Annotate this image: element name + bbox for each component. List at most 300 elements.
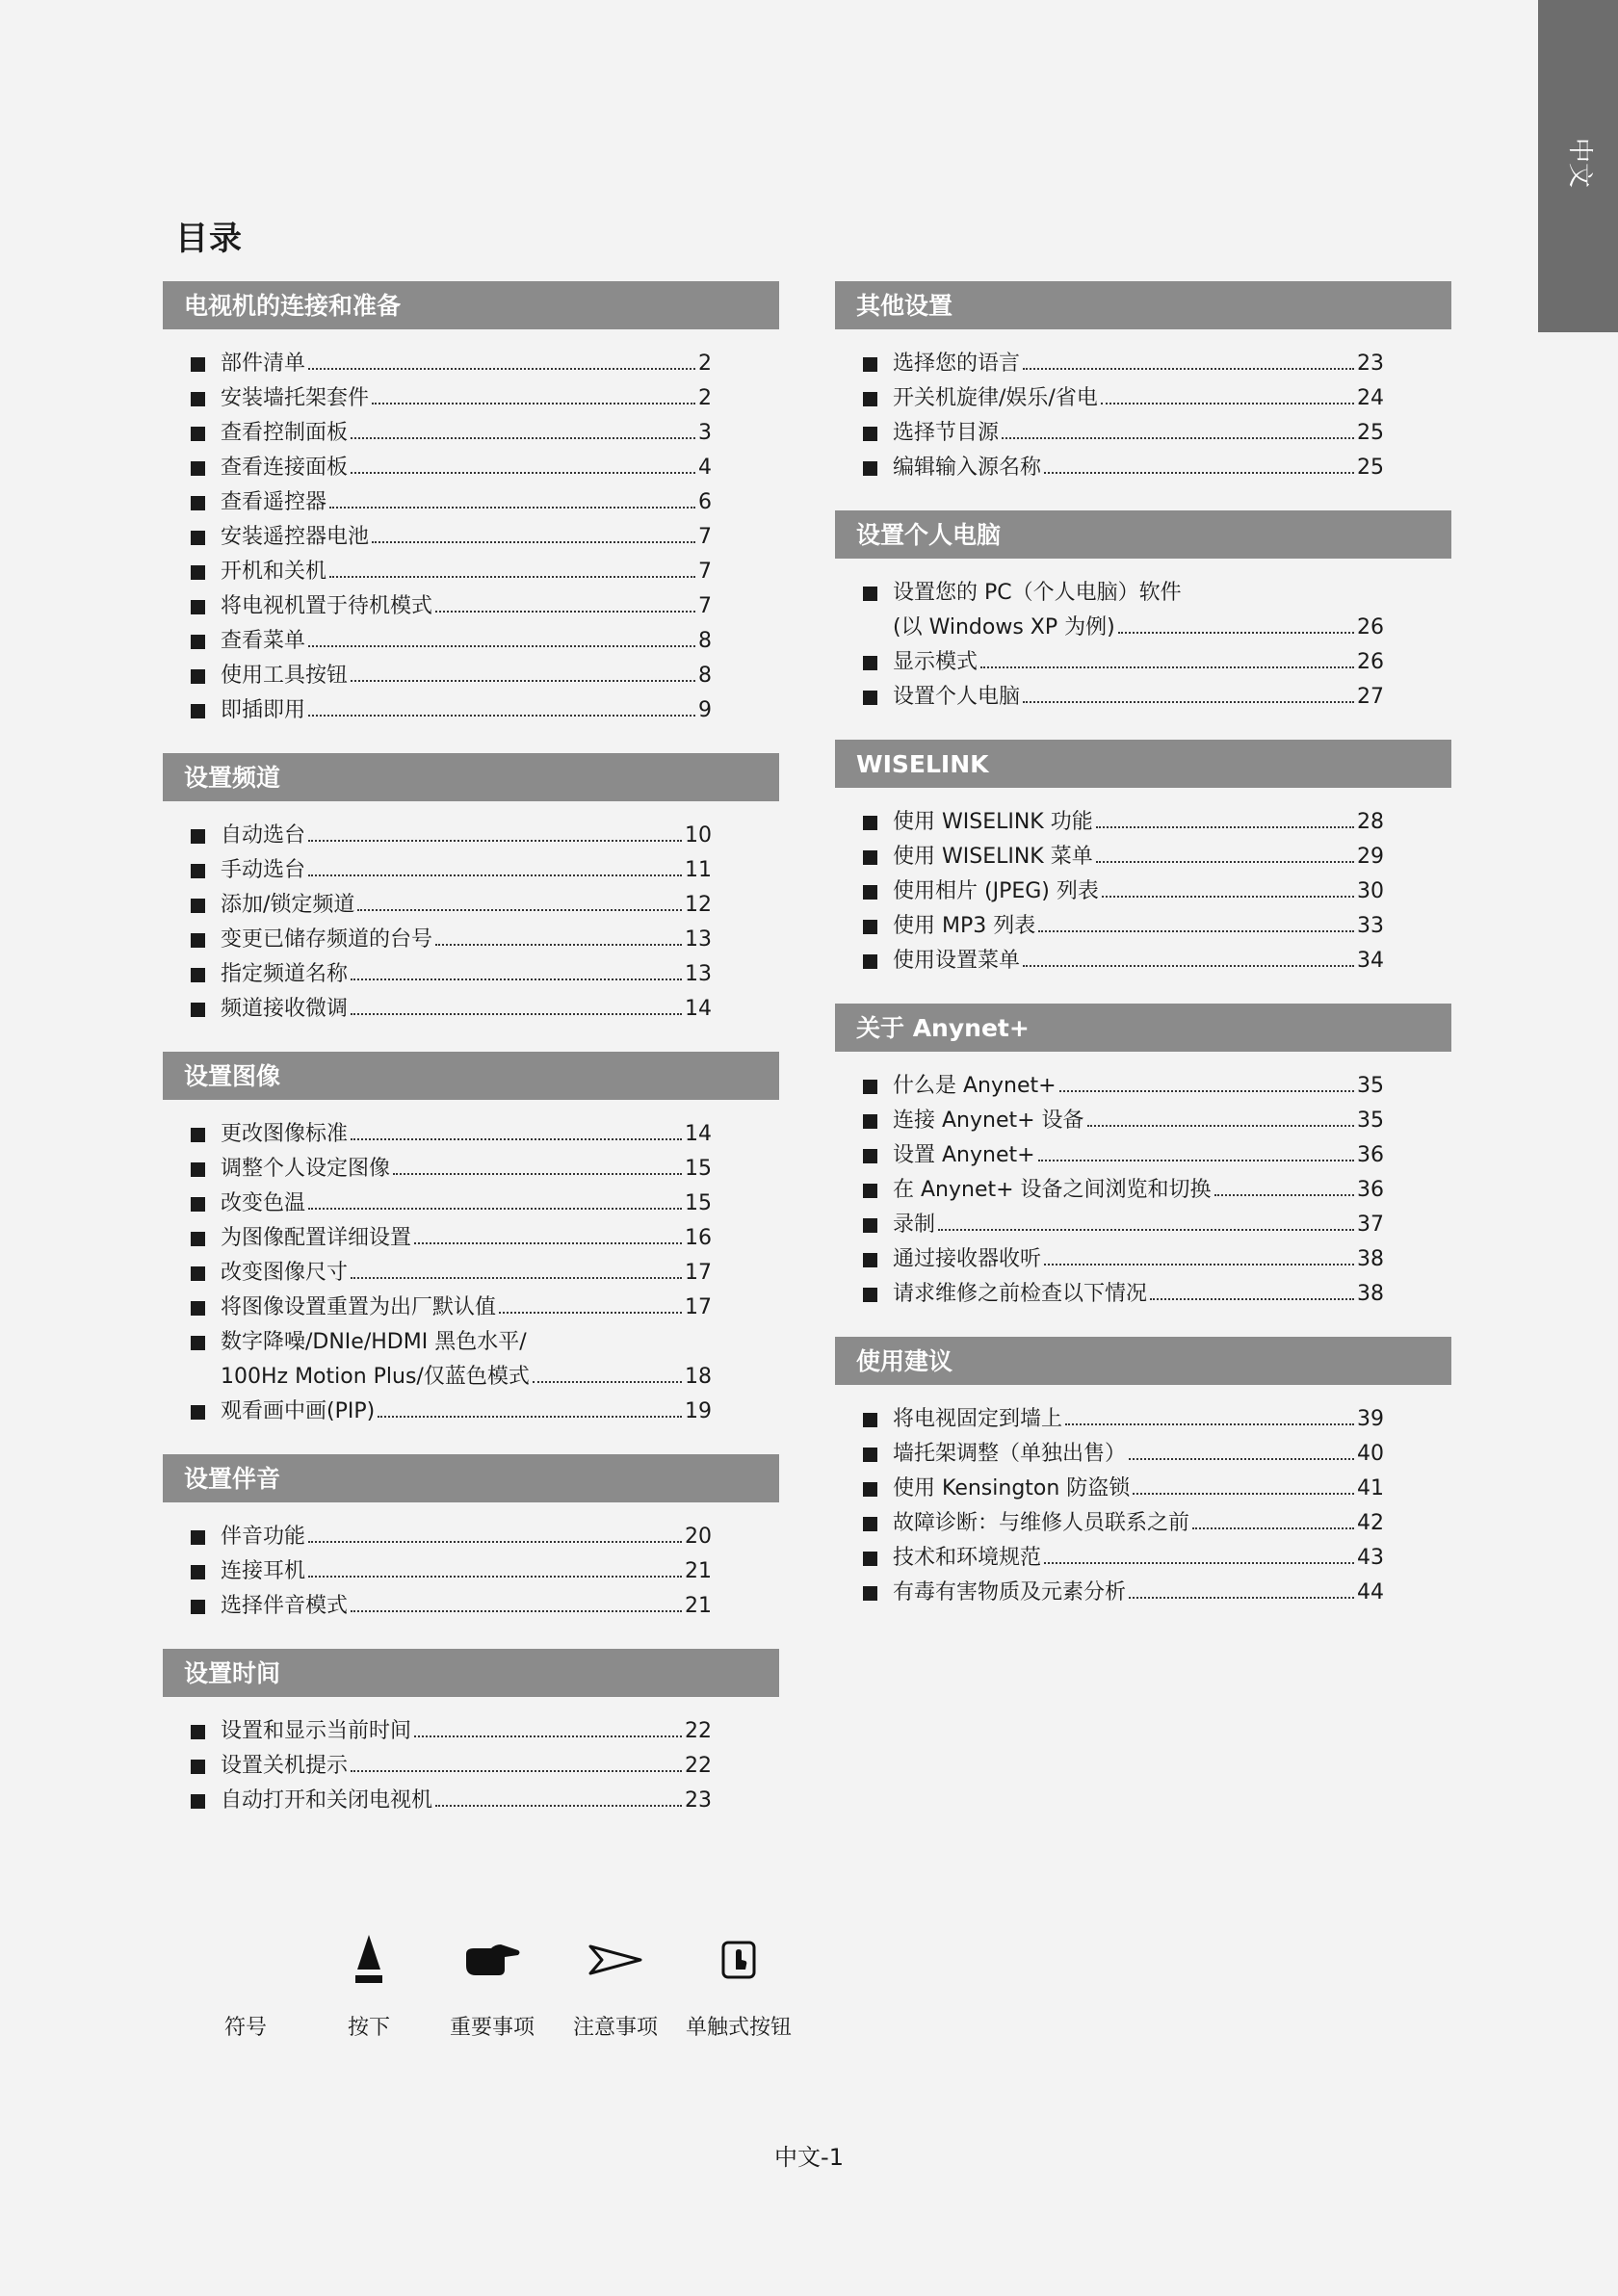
- symbol-label: 注意事项: [572, 2016, 658, 2040]
- toc-entry-label: 添加/锁定频道: [221, 893, 355, 917]
- toc-entry[interactable]: [221, 1749, 712, 1784]
- toc-entry[interactable]: [893, 1277, 1384, 1312]
- toc-right-column: [835, 281, 1451, 1635]
- square-bullet-icon: [863, 1184, 877, 1198]
- toc-entry[interactable]: [221, 659, 712, 693]
- toc-entry[interactable]: [221, 1395, 712, 1429]
- square-bullet-icon: [863, 656, 877, 670]
- dot-leader: [414, 1242, 682, 1244]
- toc-entry-page: 29: [1357, 845, 1384, 869]
- square-bullet-icon: [191, 1128, 205, 1142]
- toc-entry[interactable]: [893, 874, 1384, 909]
- toc-entry-label: 自动打开和关闭电视机: [221, 1788, 433, 1813]
- toc-entry-label: 选择伴音模式: [221, 1594, 349, 1618]
- toc-entry[interactable]: [221, 819, 712, 853]
- toc-entry[interactable]: [893, 840, 1384, 874]
- toc-entry-label: 设置您的 PC（个人电脑）软件: [893, 581, 1182, 605]
- toc-entry[interactable]: [221, 416, 712, 451]
- square-bullet-icon: [191, 704, 205, 718]
- toc-entry-page: 25: [1357, 421, 1384, 445]
- toc-entry-page: 18: [685, 1365, 712, 1389]
- toc-entry-page: 41: [1357, 1476, 1384, 1500]
- toc-entry-label: 设置关机提示: [221, 1754, 349, 1778]
- toc-entry[interactable]: [221, 1520, 712, 1554]
- toc-entry-page: 15: [685, 1191, 712, 1215]
- toc-entry[interactable]: [893, 1173, 1384, 1208]
- toc-entry[interactable]: [221, 888, 712, 923]
- toc-entry[interactable]: [221, 1325, 712, 1395]
- toc-entry-page: 17: [685, 1295, 712, 1319]
- toc-entry-page: 28: [1357, 810, 1384, 834]
- toc-entry[interactable]: [221, 555, 712, 589]
- dot-leader: [1087, 1125, 1354, 1127]
- dot-leader: [499, 1312, 682, 1314]
- toc-entry[interactable]: [893, 1208, 1384, 1242]
- dot-leader: [308, 874, 682, 876]
- dot-leader: [1096, 826, 1354, 828]
- toc-entry-label: 通过接收器收听: [893, 1247, 1042, 1271]
- square-bullet-icon: [863, 1114, 877, 1129]
- toc-entry-label: 设置个人电脑: [893, 685, 1021, 709]
- dot-leader: [372, 541, 695, 543]
- square-bullet-icon: [191, 1600, 205, 1614]
- symbol-legend: [183, 1926, 819, 2051]
- square-bullet-icon: [863, 850, 877, 865]
- toc-item-list: [835, 1052, 1451, 1312]
- toc-entry-label: 使用 WISELINK 菜单: [893, 845, 1093, 869]
- toc-entry[interactable]: [893, 416, 1384, 451]
- toc-entry-label: 变更已储存频道的台号: [221, 927, 433, 952]
- toc-entry[interactable]: [893, 347, 1384, 381]
- symbol-press: [306, 1926, 431, 2041]
- toc-entry[interactable]: [221, 992, 712, 1027]
- toc-entry[interactable]: [221, 451, 712, 485]
- toc-entry-page: 11: [685, 858, 712, 882]
- toc-entry-label: 安装遥控器电池: [221, 525, 370, 549]
- toc-entry-page: 6: [698, 490, 712, 514]
- toc-section: [163, 1052, 779, 1454]
- toc-entry-page: 35: [1357, 1109, 1384, 1133]
- toc-entry-page: 8: [698, 664, 712, 688]
- section-header: 设置个人电脑: [835, 510, 1451, 559]
- toc-entry[interactable]: [221, 520, 712, 555]
- toc-entry[interactable]: [221, 1256, 712, 1291]
- toc-entry-page: 22: [685, 1754, 712, 1778]
- toc-entry-page: 38: [1357, 1282, 1384, 1306]
- toc-entry-label: 设置 Anynet+: [893, 1143, 1035, 1167]
- square-bullet-icon: [863, 1482, 877, 1497]
- toc-entry[interactable]: [893, 1069, 1384, 1104]
- dot-leader: [308, 1541, 682, 1543]
- dot-leader: [351, 1013, 682, 1015]
- toc-entry-page: 26: [1357, 650, 1384, 674]
- dot-leader: [308, 1576, 682, 1578]
- symbol-important: [430, 1926, 555, 2041]
- dot-leader: [1101, 403, 1354, 404]
- toc-entry[interactable]: [221, 1117, 712, 1152]
- square-bullet-icon: [191, 1336, 205, 1350]
- toc-entry-label: 查看遥控器: [221, 490, 327, 514]
- dot-leader: [351, 472, 695, 474]
- toc-entry-page: 3: [698, 421, 712, 445]
- toc-entry-label: 使用设置菜单: [893, 949, 1021, 973]
- dot-leader: [1192, 1527, 1354, 1529]
- toc-entry[interactable]: [221, 1152, 712, 1187]
- dot-leader: [1002, 437, 1354, 439]
- toc-entry[interactable]: [221, 1589, 712, 1624]
- toc-item-list: [163, 1100, 779, 1429]
- toc-item-list: [835, 329, 1451, 485]
- press-arrow-icon: [306, 1926, 431, 1994]
- toc-entry-label: 频道接收微调: [221, 997, 349, 1021]
- square-bullet-icon: [191, 933, 205, 948]
- square-bullet-icon: [863, 816, 877, 830]
- symbol-legend-title: [183, 1926, 308, 2041]
- toc-entry[interactable]: [221, 1291, 712, 1325]
- toc-entry-page: 30: [1357, 879, 1384, 903]
- toc-entry-label: 手动选台: [221, 858, 306, 882]
- toc-entry-page: 14: [685, 997, 712, 1021]
- page-number: 中文-1: [774, 2144, 844, 2171]
- toc-entry-page: 23: [685, 1788, 712, 1813]
- toc-entry-label: 使用相片 (JPEG) 列表: [893, 879, 1099, 903]
- toc-section: [835, 281, 1451, 510]
- square-bullet-icon: [863, 885, 877, 900]
- toc-entry-label: 指定频道名称: [221, 962, 349, 986]
- square-bullet-icon: [863, 691, 877, 705]
- square-bullet-icon: [191, 829, 205, 844]
- square-bullet-icon: [191, 496, 205, 510]
- toc-entry-page: 13: [685, 927, 712, 952]
- toc-entry[interactable]: [893, 909, 1384, 944]
- toc-entry[interactable]: [893, 451, 1384, 485]
- toc-entry-label: 选择节目源: [893, 421, 1000, 445]
- toc-entry[interactable]: [893, 805, 1384, 840]
- toc-entry-label: 部件清单: [221, 352, 306, 376]
- dot-leader: [1038, 1160, 1354, 1161]
- toc-entry-page: 25: [1357, 456, 1384, 480]
- square-bullet-icon: [863, 461, 877, 476]
- dot-leader: [1023, 965, 1354, 967]
- dot-leader: [1023, 368, 1354, 370]
- section-header: 电视机的连接和准备: [163, 281, 779, 329]
- toc-entry[interactable]: [221, 1714, 712, 1749]
- symbol-label: 按下: [347, 2016, 390, 2040]
- toc-entry-page: 36: [1357, 1143, 1384, 1167]
- toc-entry-page: 23: [1357, 352, 1384, 376]
- square-bullet-icon: [863, 954, 877, 969]
- toc-item-list: [163, 801, 779, 1027]
- dot-leader: [308, 840, 682, 842]
- toc-entry[interactable]: [221, 923, 712, 957]
- square-bullet-icon: [191, 392, 205, 406]
- toc-entry[interactable]: [893, 1138, 1384, 1173]
- toc-entry-label: 开机和关机: [221, 560, 327, 584]
- square-bullet-icon: [863, 1413, 877, 1427]
- square-bullet-icon: [191, 1266, 205, 1281]
- page-title: 目录: [175, 220, 243, 258]
- toc-entry-page: 26: [1357, 615, 1384, 639]
- toc-entry-label: 在 Anynet+ 设备之间浏览和切换: [893, 1178, 1212, 1202]
- section-header: 关于 Anynet+: [835, 1004, 1451, 1052]
- dot-leader: [308, 645, 695, 647]
- toc-entry-label: 查看连接面板: [221, 456, 349, 480]
- symbol-label: 符号: [223, 2016, 267, 2040]
- dot-leader: [1133, 1493, 1354, 1495]
- toc-entry-page: 19: [685, 1399, 712, 1423]
- toc-entry-page: 38: [1357, 1247, 1384, 1271]
- note-arrow-icon: [553, 1926, 678, 1994]
- toc-entry-label: 连接耳机: [221, 1559, 306, 1583]
- toc-entry-page: 14: [685, 1122, 712, 1146]
- dot-leader: [329, 576, 695, 578]
- toc-entry[interactable]: [893, 680, 1384, 715]
- symbol-label: 重要事项: [449, 2016, 535, 2040]
- toc-entry[interactable]: [893, 645, 1384, 680]
- toc-entry[interactable]: [221, 347, 712, 381]
- square-bullet-icon: [863, 920, 877, 934]
- square-bullet-icon: [191, 427, 205, 441]
- toc-section: [835, 740, 1451, 1004]
- toc-section: [163, 1649, 779, 1843]
- dot-leader: [357, 909, 682, 911]
- toc-entry-label: 安装墙托架套件: [221, 386, 370, 410]
- square-bullet-icon: [191, 968, 205, 982]
- square-bullet-icon: [863, 427, 877, 441]
- toc-entry-page: 17: [685, 1261, 712, 1285]
- toc-entry[interactable]: [893, 1104, 1384, 1138]
- dot-leader: [393, 1173, 682, 1175]
- square-bullet-icon: [191, 864, 205, 878]
- toc-entry-page: 12: [685, 893, 712, 917]
- toc-entry-page: 40: [1357, 1442, 1384, 1466]
- section-header: 其他设置: [835, 281, 1451, 329]
- symbol-one-touch: [676, 1926, 801, 2041]
- toc-entry[interactable]: [221, 1187, 712, 1221]
- toc-entry-page: 35: [1357, 1074, 1384, 1098]
- dot-leader: [1059, 1090, 1354, 1092]
- toc-entry-page: 44: [1357, 1580, 1384, 1605]
- toc-entry[interactable]: [893, 1472, 1384, 1506]
- square-bullet-icon: [191, 899, 205, 913]
- toc-entry-label: 请求维修之前检查以下情况: [893, 1282, 1148, 1306]
- toc-entry[interactable]: [893, 576, 1384, 645]
- toc-item-list: [163, 1697, 779, 1818]
- square-bullet-icon: [191, 600, 205, 614]
- toc-entry-label: 观看画中画(PIP): [221, 1399, 376, 1423]
- toc-entry-label: 开关机旋律/娱乐/省电: [893, 386, 1098, 410]
- toc-entry-page: 34: [1357, 949, 1384, 973]
- square-bullet-icon: [191, 565, 205, 580]
- dot-leader: [1150, 1298, 1354, 1300]
- dot-leader: [1118, 632, 1354, 634]
- symbol-label: 单触式按钮: [685, 2016, 792, 2040]
- dot-leader: [329, 507, 695, 509]
- toc-entry-label-continued: 100Hz Motion Plus/仅蓝色模式: [221, 1365, 530, 1389]
- toc-entry-label: 使用 WISELINK 功能: [893, 810, 1093, 834]
- toc-entry-label: 改变色温: [221, 1191, 306, 1215]
- dot-leader: [308, 1208, 682, 1210]
- toc-entry-label: 自动选台: [221, 823, 306, 848]
- dot-leader: [351, 978, 682, 980]
- dot-leader: [308, 715, 695, 717]
- toc-entry-label: 为图像配置详细设置: [221, 1226, 412, 1250]
- toc-entry-page: 36: [1357, 1178, 1384, 1202]
- toc-entry-label: 选择您的语言: [893, 352, 1021, 376]
- toc-entry[interactable]: [893, 1506, 1384, 1541]
- toc-entry-label: 伴音功能: [221, 1525, 306, 1549]
- toc-entry[interactable]: [221, 1784, 712, 1818]
- toc-entry-page: 33: [1357, 914, 1384, 938]
- section-header: 设置时间: [163, 1649, 779, 1697]
- toc-section: [835, 1337, 1451, 1635]
- dot-leader: [351, 1610, 682, 1612]
- square-bullet-icon: [191, 531, 205, 545]
- toc-entry-page: 2: [698, 352, 712, 376]
- square-bullet-icon: [191, 669, 205, 684]
- dot-leader: [308, 368, 695, 370]
- square-bullet-icon: [191, 1003, 205, 1017]
- toc-entry-label: 故障诊断：与维修人员联系之前: [893, 1511, 1190, 1535]
- dot-leader: [1044, 1562, 1354, 1564]
- toc-entry-page: 4: [698, 456, 712, 480]
- square-bullet-icon: [863, 1288, 877, 1302]
- square-bullet-icon: [191, 1760, 205, 1774]
- toc-entry[interactable]: [221, 1554, 712, 1589]
- dot-leader: [351, 1770, 682, 1772]
- toc-entry-label: 有毒有害物质及元素分析: [893, 1580, 1127, 1605]
- toc-left-column: [163, 281, 779, 1843]
- toc-entry[interactable]: [893, 1437, 1384, 1472]
- square-bullet-icon: [863, 1552, 877, 1566]
- toc-entry-label: 查看菜单: [221, 629, 306, 653]
- square-bullet-icon: [863, 1517, 877, 1531]
- toc-entry-page: 24: [1357, 386, 1384, 410]
- toc-entry[interactable]: [893, 1541, 1384, 1576]
- toc-entry-label: 显示模式: [893, 650, 979, 674]
- section-header: 设置图像: [163, 1052, 779, 1100]
- toc-entry[interactable]: [893, 944, 1384, 978]
- toc-entry-page: 7: [698, 525, 712, 549]
- toc-section: [163, 753, 779, 1052]
- toc-entry-label: 编辑输入源名称: [893, 456, 1042, 480]
- toc-entry-page: 7: [698, 594, 712, 618]
- square-bullet-icon: [191, 1725, 205, 1739]
- square-bullet-icon: [863, 1586, 877, 1601]
- square-bullet-icon: [191, 1197, 205, 1212]
- toc-entry-page: 20: [685, 1525, 712, 1549]
- square-bullet-icon: [191, 1565, 205, 1579]
- toc-entry-label: 将电视固定到墙上: [893, 1407, 1063, 1431]
- toc-entry[interactable]: [221, 1221, 712, 1256]
- toc-section: [163, 1454, 779, 1649]
- dot-leader: [938, 1229, 1354, 1231]
- toc-entry-label: 更改图像标准: [221, 1122, 349, 1146]
- dot-leader: [1044, 472, 1354, 474]
- square-bullet-icon: [863, 587, 877, 601]
- dot-leader: [1096, 861, 1354, 863]
- dot-leader: [1102, 896, 1354, 898]
- toc-entry-label: 调整个人设定图像: [221, 1157, 391, 1181]
- toc-entry-label: 改变图像尺寸: [221, 1261, 349, 1285]
- toc-entry[interactable]: [893, 1242, 1384, 1277]
- toc-entry[interactable]: [221, 381, 712, 416]
- toc-entry[interactable]: [893, 1576, 1384, 1610]
- square-bullet-icon: [191, 1301, 205, 1316]
- toc-entry-page: 43: [1357, 1546, 1384, 1570]
- section-header: WISELINK: [835, 740, 1451, 788]
- toc-entry-page: 42: [1357, 1511, 1384, 1535]
- toc-entry-label: 即插即用: [221, 698, 306, 722]
- toc-entry[interactable]: [221, 624, 712, 659]
- toc-item-list: [163, 1502, 779, 1624]
- dot-leader: [351, 1277, 682, 1279]
- toc-section: [835, 1004, 1451, 1337]
- toc-entry-label: 连接 Anynet+ 设备: [893, 1109, 1084, 1133]
- dot-leader: [1214, 1194, 1354, 1196]
- square-bullet-icon: [863, 1149, 877, 1163]
- toc-entry-page: 21: [685, 1559, 712, 1583]
- toc-entry[interactable]: [221, 693, 712, 728]
- toc-entry-label: 使用 Kensington 防盗锁: [893, 1476, 1131, 1500]
- dot-leader: [1044, 1264, 1354, 1265]
- square-bullet-icon: [863, 357, 877, 372]
- toc-entry[interactable]: [893, 1402, 1384, 1437]
- toc-entry[interactable]: [221, 957, 712, 992]
- toc-item-list: [835, 559, 1451, 715]
- dot-leader: [435, 1805, 682, 1807]
- toc-entry-page: 27: [1357, 685, 1384, 709]
- toc-entry-page: 13: [685, 962, 712, 986]
- square-bullet-icon: [191, 1232, 205, 1246]
- one-touch-button-icon: [676, 1926, 801, 1994]
- toc-entry[interactable]: [221, 485, 712, 520]
- toc-entry-page: 10: [685, 823, 712, 848]
- square-bullet-icon: [191, 1530, 205, 1545]
- language-tab-label: 中文: [1565, 138, 1594, 189]
- toc-item-list: [835, 788, 1451, 978]
- toc-section: [163, 281, 779, 753]
- toc-entry-label: 查看控制面板: [221, 421, 349, 445]
- square-bullet-icon: [191, 1162, 205, 1177]
- square-bullet-icon: [191, 1794, 205, 1809]
- toc-entry[interactable]: [221, 853, 712, 888]
- toc-entry-label: 使用 MP3 列表: [893, 914, 1036, 938]
- toc-entry-label: 墙托架调整（单独出售）: [893, 1442, 1127, 1466]
- dot-leader: [351, 437, 695, 439]
- toc-entry[interactable]: [893, 381, 1384, 416]
- section-header: 使用建议: [835, 1337, 1451, 1385]
- section-header: 设置频道: [163, 753, 779, 801]
- toc-entry[interactable]: [221, 589, 712, 624]
- toc-entry-page: 37: [1357, 1213, 1384, 1237]
- toc-entry-label: 录制: [893, 1213, 936, 1237]
- toc-entry-label: 数字降噪/DNIe/HDMI 黑色水平/: [221, 1330, 527, 1354]
- toc-entry-page: 7: [698, 560, 712, 584]
- symbol-note: [553, 1926, 678, 2041]
- toc-entry-page: 9: [698, 698, 712, 722]
- toc-entry-page: 21: [685, 1594, 712, 1618]
- toc-entry-label: 将图像设置重置为出厂默认值: [221, 1295, 497, 1319]
- toc-section: [835, 510, 1451, 740]
- toc-item-list: [163, 329, 779, 728]
- toc-entry-label: 设置和显示当前时间: [221, 1719, 412, 1743]
- square-bullet-icon: [191, 1405, 205, 1420]
- pointing-hand-icon: [430, 1926, 555, 1994]
- dot-leader: [533, 1381, 682, 1383]
- dot-leader: [980, 666, 1354, 668]
- section-header: 设置伴音: [163, 1454, 779, 1502]
